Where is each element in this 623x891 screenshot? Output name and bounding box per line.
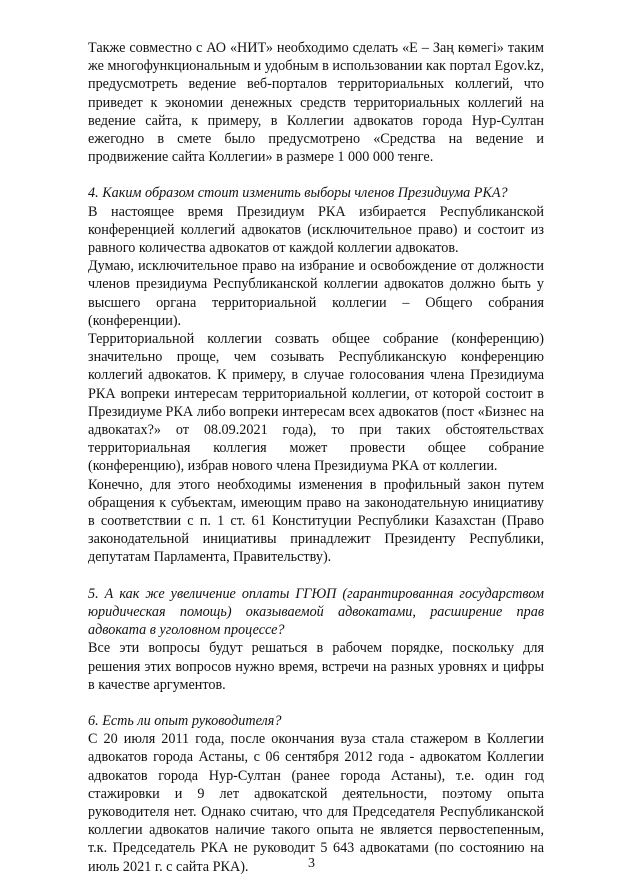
question-5-heading: 5. А как же увеличение оплаты ГГЮП (гарантированная государством юридическая помощь) оказываемой адвокатами, расширение прав адвоката в уголовном процессе? <box>88 585 544 639</box>
question-5-paragraph-1: Все эти вопросы будут решаться в рабочем порядке, поскольку для решения этих вопросов нужно время, встречи на разных уровнях и цифры в качестве аргументов. <box>88 640 544 693</box>
question-4-paragraph-2: Думаю, исключительное право на избрание и освобождение от должности членов президиума Республиканской коллегии адвокатов должно быть у высшего органа территориальной коллегии – Общего собрания (конференции). <box>88 258 544 329</box>
question-4-paragraph-3: Территориальной коллегии созвать общее собрание (конференцию) значительно проще, чем созывать Республиканскую конференцию коллегий адвокатов. К примеру, в случае голосования члена Президиума РКА вопреки интересам территориальной коллегии, от которой состоит в Президиуме РКА либо вопреки интересам всех адвокатов (пост «Бизнес на адвокатах?» от 08.09.2021 года), то при таких обстоятельствах территориальная коллегия может провести общее собрание (конференцию), избрав нового члена Президиума РКА от коллегии. <box>88 331 544 475</box>
document-page <box>88 39 544 876</box>
intro-paragraph: Также совместно с АО «НИТ» необходимо сделать «Е – Заң көмегі» таким же многофункциональным и удобным в использовании как портал Egov.kz, предусмотреть ведение веб-порталов территориальных коллегий, что приведет к экономии денежных средств территориальных коллегий на ведение сайта, к примеру, в Коллегии адвокатов города Нур-Султан ежегодно в смете было предусмотрено «Средства на ведение и продвижение сайта Коллегии» в размере 1 000 000 тенге. <box>88 40 544 166</box>
question-4-paragraph-1: В настоящее время Президиум РКА избирается Республиканской конференцией коллегий адвокатов (исключительное право) и состоит из равного количества адвокатов от каждой коллегии адвокатов. <box>88 203 544 257</box>
question-4-heading: 4. Каким образом стоит изменить выборы членов Президиума РКА? <box>88 185 508 202</box>
page-number: 3 <box>308 856 315 871</box>
question-6-paragraph-1: С 20 июля 2011 года, после окончания вуза стала стажером в Коллегии адвокатов города Астаны, с 06 сентября 2012 года - адвокатом Коллегии адвокатов города Нур-Султан (ранее города Астаны), т.е. один год стажировки и 9 лет адвокатской деятельности, поэтому опыта руководителя нет. Однако считаю, что для Председателя Республиканской коллегии адвокатов наличие такого опыта не является первостепенным, т.к. Председатель РКА не руководит 5 643 адвокатами (по состоянию на июль 2021 г. с сайта РКА). <box>88 731 544 875</box>
question-6-heading: 6. Есть ли опыт руководителя? <box>88 712 282 729</box>
question-4-paragraph-4: Конечно, для этого необходимы изменения в профильный закон путем обращения к субъектам, имеющим право на законодательную инициативу в соответствии с п. 1 ст. 61 Конституции Республики Казахстан (Право законодательной инициативы принадлежит Президенту Республики, депутатам Парламента, Правительству). <box>88 476 544 566</box>
